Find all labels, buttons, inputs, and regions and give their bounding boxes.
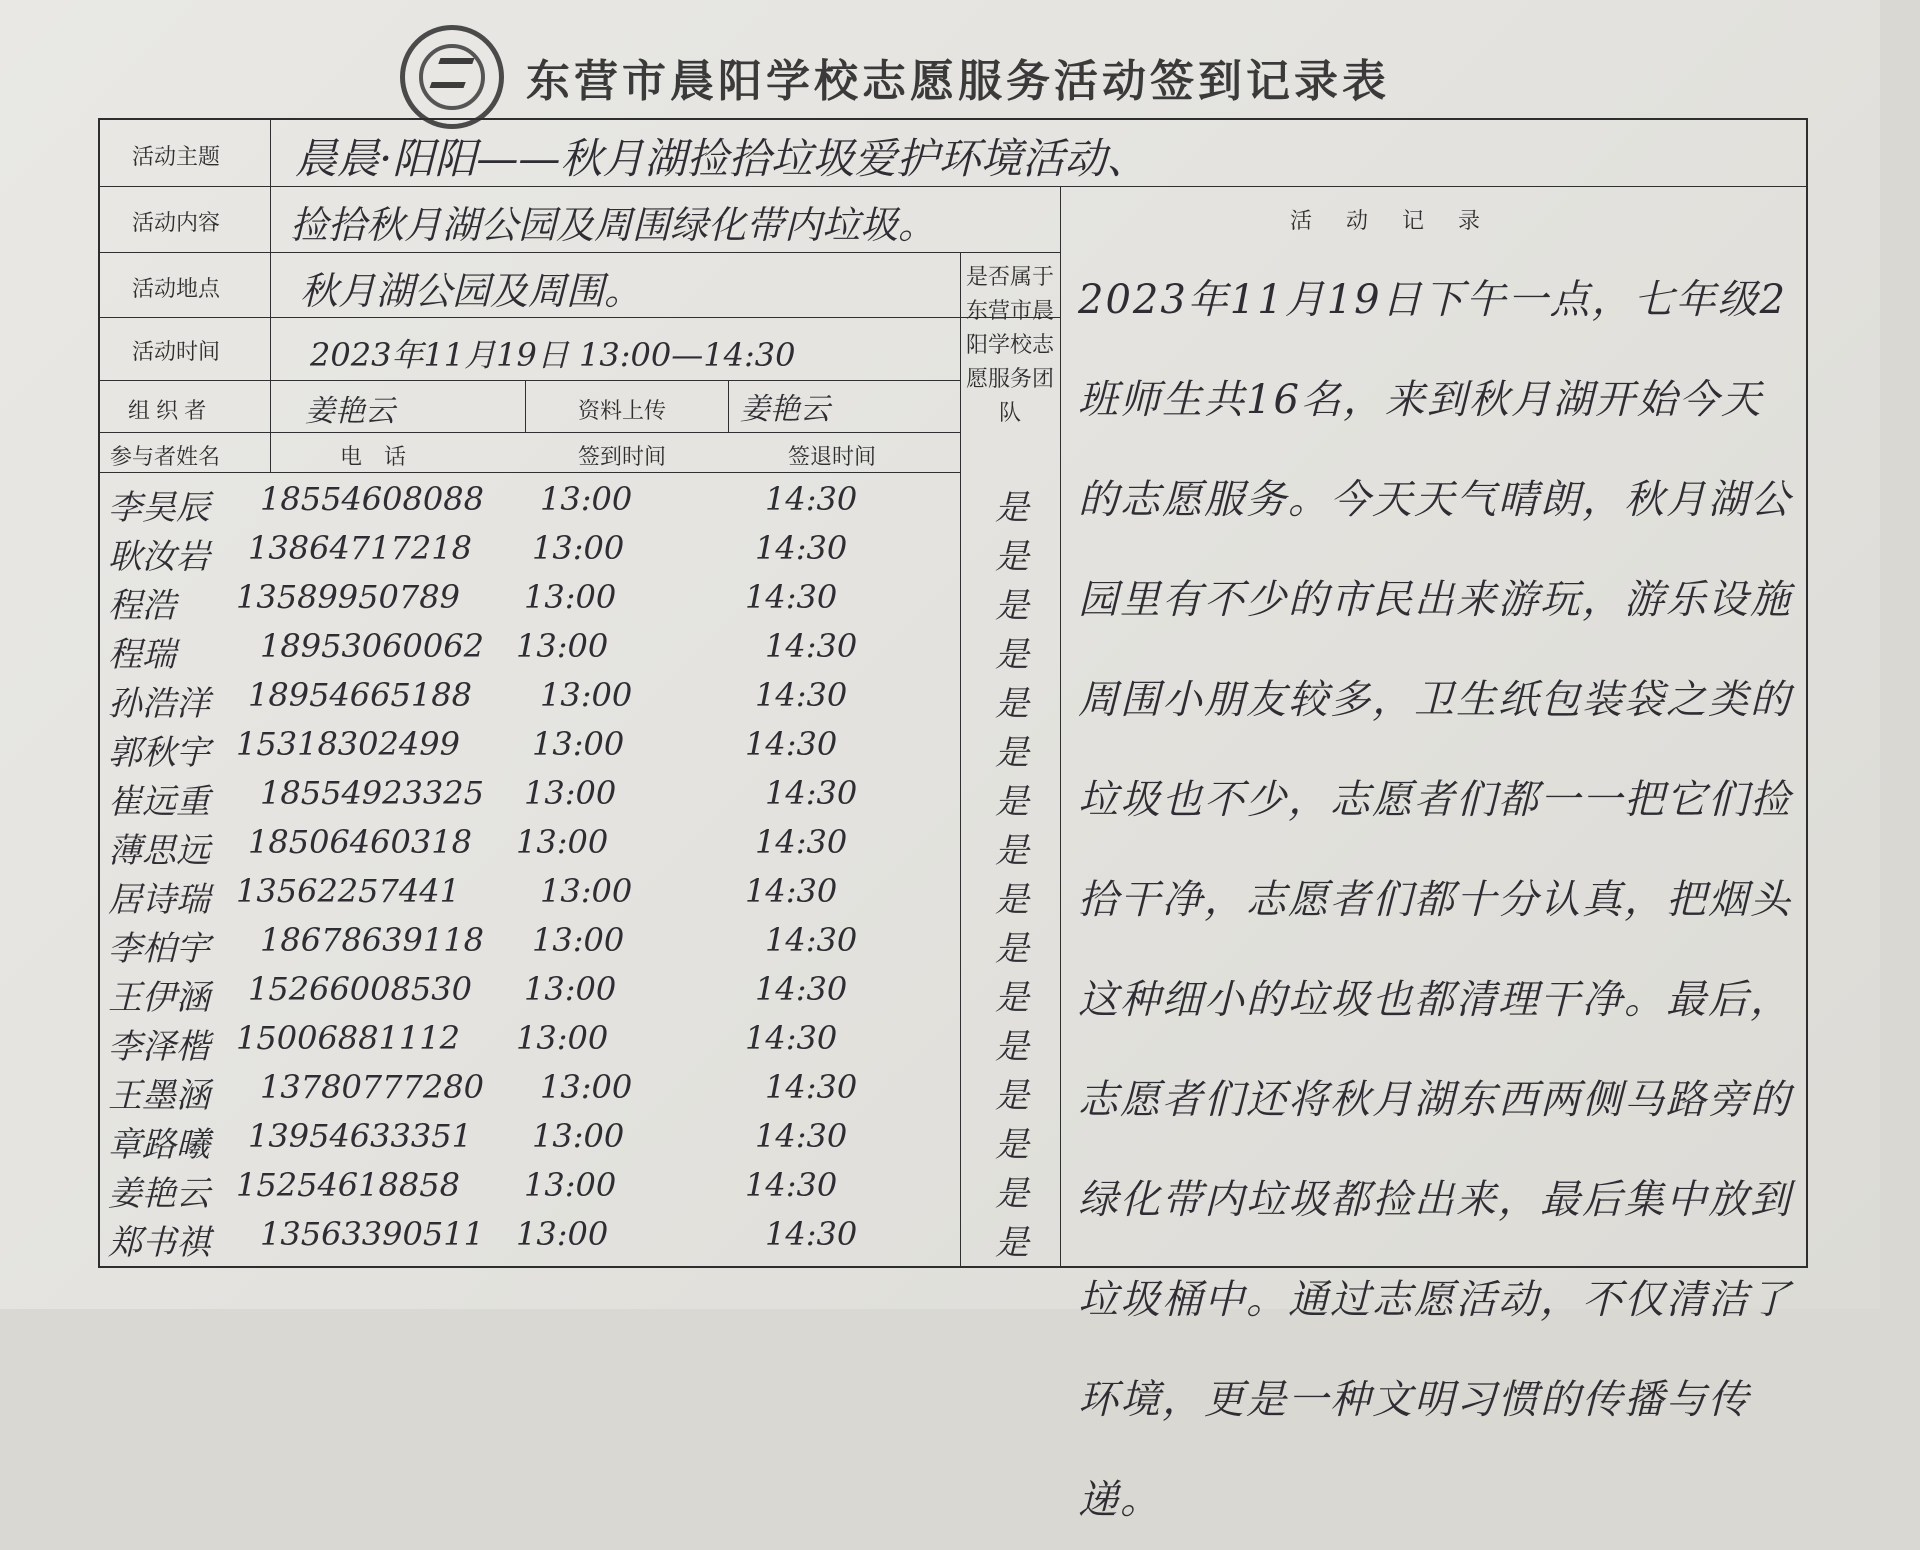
checkin-time: 13:00 bbox=[532, 1117, 625, 1155]
participant-name: 程浩 bbox=[108, 586, 176, 626]
participant-name: 章路曦 bbox=[108, 1125, 210, 1165]
activity-record-text: 2023年11月19日下午一点，七年级2班师生共16名，来到秋月湖开始今天的志愿服务。今天天气晴朗，秋月湖公园里有不少的市民出来游玩，游乐设施周围小朋友较多，卫生纸包装袋之类的垃圾也不少，志愿者们都一一把它们捡拾干净，志愿者们都十分认真，把烟头这种细小的垃圾也都清理干净。最后，志愿者们还将秋月湖东西两侧马路旁的绿化带内垃圾都捡出来，最后集中放到垃圾桶中。通过志愿活动，不仅清洁了环境，更是一种文明习惯的传播与传递。 bbox=[1078, 277, 1792, 1523]
label-record: 活 动 记 录 bbox=[1290, 208, 1487, 233]
checkout-time: 14:30 bbox=[755, 970, 848, 1008]
participant-name: 崔远重 bbox=[108, 782, 210, 822]
col-line bbox=[525, 380, 526, 432]
team-membership: 是 bbox=[995, 782, 1029, 822]
label-checkout: 签退时间 bbox=[788, 444, 877, 469]
team-membership: 是 bbox=[995, 1076, 1029, 1116]
checkin-time: 13:00 bbox=[540, 1068, 633, 1106]
checkout-time: 14:30 bbox=[745, 1166, 838, 1204]
checkin-time: 13:00 bbox=[532, 529, 625, 567]
checkout-time: 14:30 bbox=[765, 921, 858, 959]
participant-name: 王墨涵 bbox=[108, 1076, 210, 1116]
team-membership: 是 bbox=[995, 1125, 1029, 1165]
label-is-team: 是否属于东营市晨阳学校志愿服务团队 bbox=[965, 264, 1054, 425]
participant-phone: 13589950789 bbox=[236, 578, 460, 616]
school-logo-icon bbox=[400, 25, 504, 129]
participant-phone: 15266008530 bbox=[248, 970, 472, 1008]
checkout-time: 14:30 bbox=[755, 823, 848, 861]
label-phone: 电 话 bbox=[340, 444, 407, 469]
checkout-time: 14:30 bbox=[765, 480, 858, 518]
participant-phone: 15254618858 bbox=[236, 1166, 460, 1204]
value-content: 捡拾秋月湖公园及周围绿化带内垃圾。 bbox=[290, 203, 937, 247]
label-upload: 资料上传 bbox=[578, 398, 667, 423]
checkin-time: 13:00 bbox=[532, 921, 625, 959]
label-time: 活动时间 bbox=[132, 339, 221, 364]
form-title: 东营市晨阳学校志愿服务活动签到记录表 bbox=[526, 56, 1390, 107]
checkout-time: 14:30 bbox=[765, 1215, 858, 1253]
checkout-time: 14:30 bbox=[755, 676, 848, 714]
participant-phone: 13864717218 bbox=[248, 529, 472, 567]
participant-phone: 13562257441 bbox=[236, 872, 460, 910]
participant-phone: 13954633351 bbox=[248, 1117, 472, 1155]
value-organizer: 姜艳云 bbox=[305, 394, 395, 429]
participant-phone: 15006881112 bbox=[236, 1019, 460, 1057]
checkout-time: 14:30 bbox=[745, 578, 838, 616]
participant-phone: 18953060062 bbox=[260, 627, 484, 665]
team-membership: 是 bbox=[995, 1174, 1029, 1214]
checkin-time: 13:00 bbox=[540, 872, 633, 910]
team-membership: 是 bbox=[995, 929, 1029, 969]
row-line bbox=[100, 186, 1806, 187]
checkin-time: 13:00 bbox=[532, 725, 625, 763]
team-membership: 是 bbox=[995, 880, 1029, 920]
checkin-time: 13:00 bbox=[524, 774, 617, 812]
checkin-time: 13:00 bbox=[516, 1019, 609, 1057]
value-theme: 晨晨·阳阳——秋月湖捡拾垃圾爱护环境活动、 bbox=[295, 134, 1149, 183]
participant-name: 李柏宇 bbox=[108, 929, 210, 969]
checkout-time: 14:30 bbox=[755, 529, 848, 567]
participant-name: 孙浩洋 bbox=[108, 684, 210, 724]
team-membership: 是 bbox=[995, 537, 1029, 577]
label-location: 活动地点 bbox=[132, 276, 221, 301]
participant-phone: 18554608088 bbox=[260, 480, 484, 518]
checkin-time: 13:00 bbox=[540, 676, 633, 714]
team-membership: 是 bbox=[995, 635, 1029, 675]
team-membership: 是 bbox=[995, 978, 1029, 1018]
participant-name: 郭秋宇 bbox=[108, 733, 210, 773]
participant-phone: 18554923325 bbox=[260, 774, 484, 812]
participant-name: 居诗瑞 bbox=[108, 880, 210, 920]
col-line bbox=[728, 380, 729, 432]
checkout-time: 14:30 bbox=[765, 1068, 858, 1106]
col-line bbox=[270, 120, 271, 472]
checkin-time: 13:00 bbox=[516, 1215, 609, 1253]
participant-name: 李昊辰 bbox=[108, 488, 210, 528]
value-upload: 姜艳云 bbox=[740, 392, 830, 427]
team-membership: 是 bbox=[995, 684, 1029, 724]
checkout-time: 14:30 bbox=[745, 1019, 838, 1057]
checkin-time: 13:00 bbox=[540, 480, 633, 518]
participant-name: 耿汝岩 bbox=[108, 537, 210, 577]
participant-name: 薄思远 bbox=[108, 831, 210, 871]
participant-name: 程瑞 bbox=[108, 635, 176, 675]
team-membership: 是 bbox=[995, 733, 1029, 773]
participant-name: 姜艳云 bbox=[108, 1174, 210, 1214]
participant-phone: 18954665188 bbox=[248, 676, 472, 714]
participant-phone: 15318302499 bbox=[236, 725, 460, 763]
checkin-time: 13:00 bbox=[524, 1166, 617, 1204]
row-line bbox=[100, 432, 960, 433]
checkout-time: 14:30 bbox=[745, 872, 838, 910]
team-membership: 是 bbox=[995, 488, 1029, 528]
team-membership: 是 bbox=[995, 1027, 1029, 1067]
label-participant: 参与者姓名 bbox=[110, 444, 221, 469]
checkout-time: 14:30 bbox=[755, 1117, 848, 1155]
team-membership: 是 bbox=[995, 1223, 1029, 1263]
row-line bbox=[100, 472, 960, 473]
row-line bbox=[100, 380, 960, 381]
checkin-time: 13:00 bbox=[524, 970, 617, 1008]
participant-phone: 13780777280 bbox=[260, 1068, 484, 1106]
sign-in-table bbox=[98, 118, 1808, 1523]
team-membership: 是 bbox=[995, 586, 1029, 626]
row-line bbox=[100, 252, 1060, 253]
row-line bbox=[100, 317, 1060, 318]
label-content: 活动内容 bbox=[132, 210, 221, 235]
participant-phone: 18506460318 bbox=[248, 823, 472, 861]
checkin-time: 13:00 bbox=[524, 578, 617, 616]
col-line bbox=[1060, 186, 1061, 1268]
checkout-time: 14:30 bbox=[765, 627, 858, 665]
value-time: 2023年11月19日 13:00—14:30 bbox=[310, 336, 796, 374]
participant-phone: 13563390511 bbox=[260, 1215, 484, 1253]
value-location: 秋月湖公园及周围。 bbox=[300, 269, 643, 313]
form-header bbox=[400, 22, 1390, 132]
team-membership: 是 bbox=[995, 831, 1029, 871]
checkout-time: 14:30 bbox=[765, 774, 858, 812]
participant-name: 郑书祺 bbox=[108, 1223, 210, 1263]
label-organizer: 组 织 者 bbox=[128, 398, 207, 423]
participant-phone: 18678639118 bbox=[260, 921, 484, 959]
checkout-time: 14:30 bbox=[745, 725, 838, 763]
participant-name: 王伊涵 bbox=[108, 978, 210, 1018]
label-checkin: 签到时间 bbox=[578, 444, 667, 469]
checkin-time: 13:00 bbox=[516, 823, 609, 861]
label-theme: 活动主题 bbox=[132, 144, 221, 169]
checkin-time: 13:00 bbox=[516, 627, 609, 665]
participant-name: 李泽楷 bbox=[108, 1027, 210, 1067]
